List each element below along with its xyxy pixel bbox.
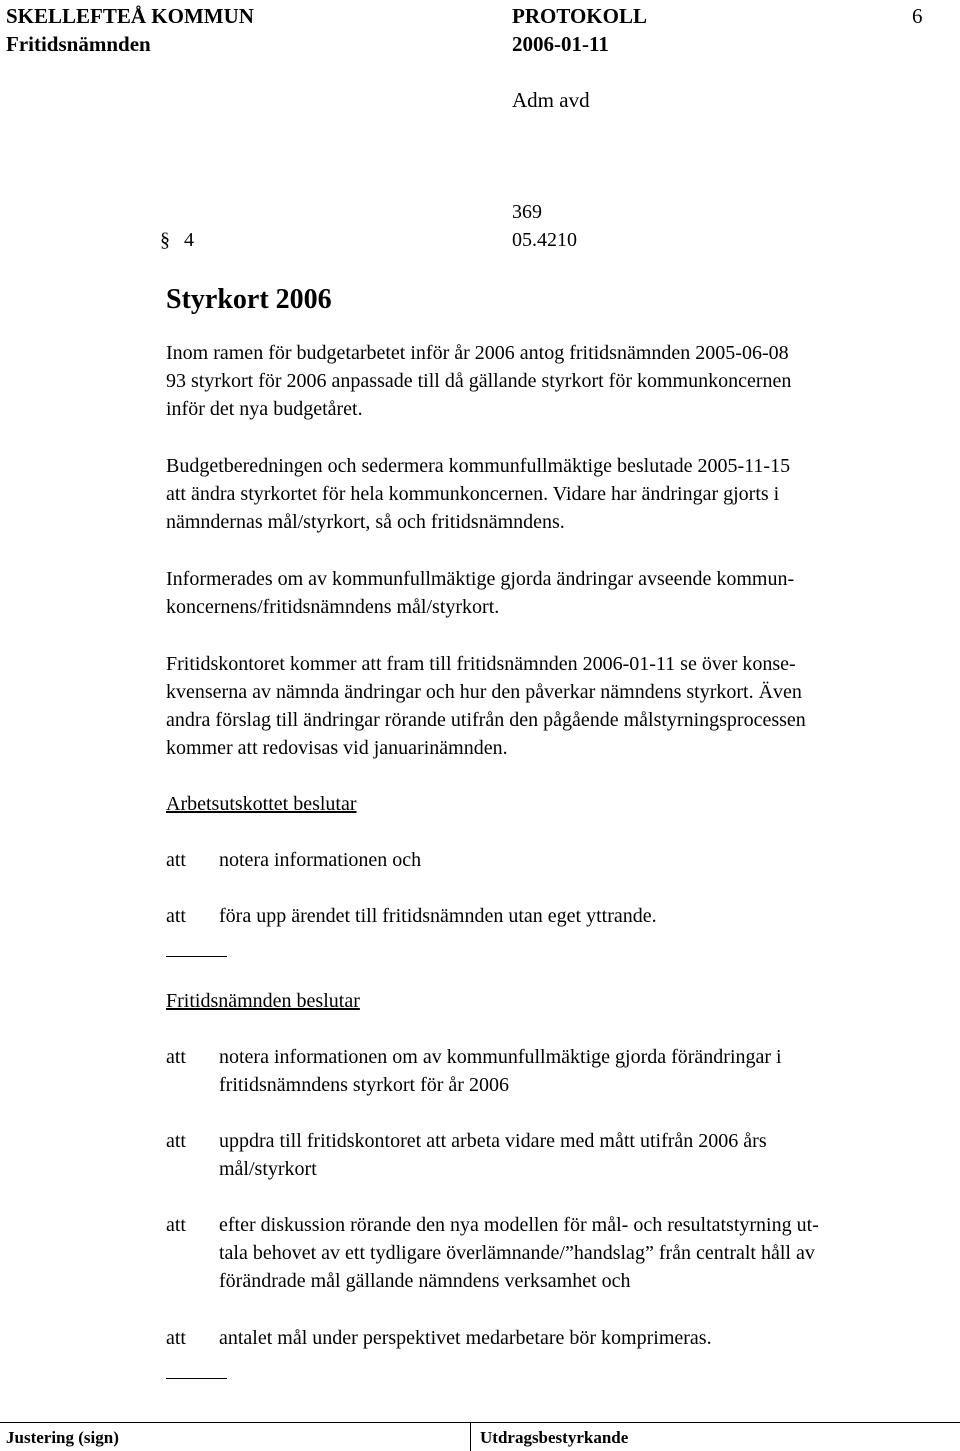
committee-name: Fritidsnämnden [6, 32, 151, 56]
paragraph-line: andra förslag till ändringar rörande utifrån den pågående målstyrningsprocessen [166, 709, 806, 731]
paragraph-line: Informerades om av kommunfullmäktige gjorda ändringar avseende kommun- [166, 568, 795, 590]
au-decision-heading: Arbetsutskottet beslutar [166, 793, 357, 815]
au-item-marker: att [166, 905, 186, 927]
fn-item-line: mål/styrkort [219, 1158, 317, 1180]
fn-item-marker: att [166, 1327, 186, 1349]
fn-item-text [219, 1043, 782, 1099]
paragraph-line: Budgetberedningen och sedermera kommunfullmäktige beslutade 2005-11-15 [166, 455, 791, 477]
footer-rule [0, 1422, 960, 1423]
au-item-marker: att [166, 849, 186, 871]
fn-item-marker: att [166, 1046, 186, 1068]
paragraph-line: inför det nya budgetåret. [166, 398, 363, 420]
fn-item-line: förändrade mål gällande nämndens verksamhet och [219, 1270, 631, 1292]
fn-item-line: notera informationen om av kommunfullmäktige gjorda förändringar i [219, 1046, 782, 1068]
meeting-date: 2006-01-11 [512, 32, 609, 56]
section-divider [166, 1378, 227, 1379]
paragraph-line: att ändra styrkortet för hela kommunkoncernen. Vidare har ändringar gjorts i [166, 483, 780, 505]
utdragsbestyrkande-label: Utdragsbestyrkande [480, 1428, 629, 1447]
org-name: SKELLEFTEÅ KOMMUN [6, 4, 254, 28]
justering-label: Justering (sign) [6, 1428, 119, 1447]
paragraph-line: Inom ramen för budgetarbetet inför år 2006 antog fritidsnämnden 2005-06-08 [166, 342, 789, 364]
fn-item-text [219, 1127, 767, 1183]
section-title: Styrkort 2006 [166, 284, 332, 315]
section-divider [166, 956, 227, 957]
paragraph-line: kommer att redovisas vid januarinämnden. [166, 737, 508, 759]
paragraph-mark: § [160, 229, 170, 251]
paragraph-line: nämndernas mål/styrkort, så och fritidsnämndens. [166, 511, 565, 533]
paragraph-line: koncernens/fritidsnämndens mål/styrkort. [166, 596, 500, 618]
page-number: 6 [912, 4, 923, 28]
fn-item-line: uppdra till fritidskontoret att arbeta vidare med mått utifrån 2006 års [219, 1130, 767, 1152]
case-number: 369 [512, 201, 542, 223]
classification: 05.4210 [512, 229, 577, 251]
fn-decision-heading: Fritidsnämnden beslutar [166, 990, 360, 1012]
au-item-text: föra upp ärendet till fritidsnämnden utan eget yttrande. [219, 905, 657, 927]
fn-item-marker: att [166, 1130, 186, 1152]
fn-item-line: efter diskussion rörande den nya modellen för mål- och resultatstyrning ut- [219, 1214, 819, 1236]
paragraph-4 [166, 650, 806, 762]
paragraph-3 [166, 565, 794, 621]
document-type: PROTOKOLL [512, 4, 647, 28]
footer-separator [470, 1422, 471, 1451]
department: Adm avd [512, 88, 590, 112]
paragraph-number: 4 [184, 229, 194, 251]
paragraph-line: kvenserna av nämnda ändringar och hur den påverkar nämndens styrkort. Även [166, 681, 802, 703]
fn-item-line: fritidsnämndens styrkort för år 2006 [219, 1074, 509, 1096]
paragraph-2 [166, 452, 790, 536]
fn-item-marker: att [166, 1214, 186, 1236]
fn-item-text [219, 1211, 819, 1295]
fn-item-text: antalet mål under perspektivet medarbetare bör komprimeras. [219, 1327, 712, 1349]
paragraph-line: Fritidskontoret kommer att fram till fritidsnämnden 2006-01-11 se över konse- [166, 653, 796, 675]
paragraph-line: 93 styrkort för 2006 anpassade till då gällande styrkort för kommunkoncernen [166, 370, 792, 392]
paragraph-1 [166, 339, 791, 423]
fn-item-line: tala behovet av ett tydligare överlämnande/”handslag” från centralt håll av [219, 1242, 815, 1264]
au-item-text: notera informationen och [219, 849, 422, 871]
